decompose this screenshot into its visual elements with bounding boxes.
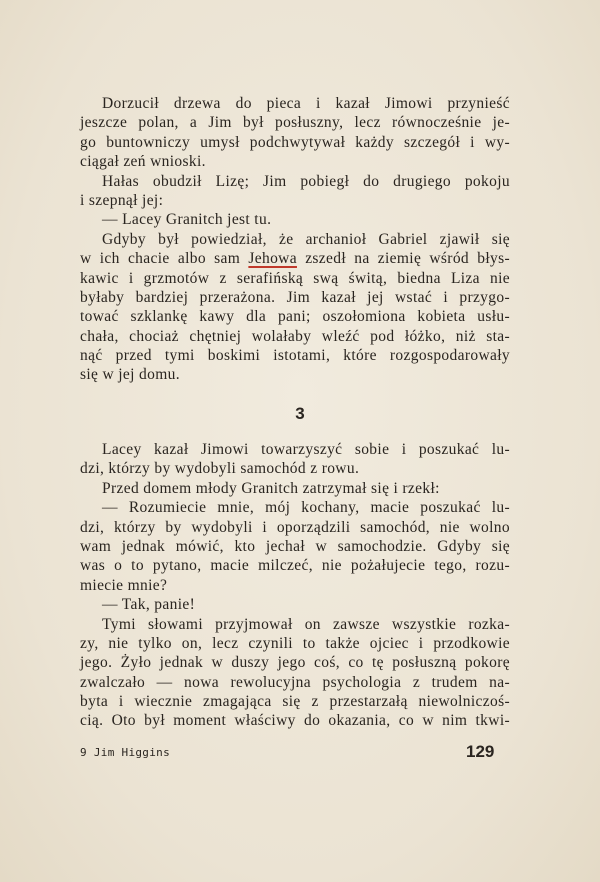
text-fragment: zszedł na ziemię wśród błys- — [305, 250, 510, 268]
text-line: Tymi słowami przyjmował on zawsze wszystkie rozka- — [102, 615, 510, 633]
paragraph-8 — [80, 595, 510, 614]
section-1-text — [80, 94, 510, 385]
text-line: miecie mnie? — [80, 576, 168, 594]
text-line: — Tak, panie! — [102, 596, 196, 614]
text-line: Lacey kazał Jimowi towarzyszyć sobie i poszukać lu- — [102, 441, 510, 458]
text-line: zwalczało — nowa rewolucyjna psychologia z trudem na- — [80, 673, 510, 691]
text-line: jego. Żyło jednak w duszy jego coś, co tę posłuszną pokorę — [80, 654, 510, 672]
text-line: — Rozumiecie mnie, mój kochany, macie poszukać lu- — [102, 499, 510, 517]
text-line: dzi, którzy by wydobyli i oporządzili samochód, nie wolno — [80, 518, 510, 536]
signature-mark: 9 Jim Higgins — [80, 746, 170, 759]
paragraph-2 — [80, 172, 510, 211]
text-line: jeszcze polan, a Jim był posłuszny, lecz równocześnie je- — [80, 114, 510, 132]
text-line: Gdyby był powiedział, że archanioł Gabriel zjawił się — [102, 230, 510, 248]
text-line: nąć przed tymi boskimi istotami, które rozgospodarowały — [80, 347, 510, 365]
page-number: 129 — [466, 742, 495, 761]
text-line: byłaby bardziej przerażona. Jim kazał jej wstać i przygo- — [80, 288, 510, 306]
text-line — [80, 249, 510, 268]
paragraph-1 — [80, 94, 510, 172]
text-line: tować szklankę kawy dla pani; oszołomiona kobieta usłu- — [80, 308, 510, 326]
text-line: was o to pytano, macie milczeć, nie pożałujecie tego, rozu- — [80, 557, 510, 575]
text-line: i szepnął jej: — [80, 191, 164, 209]
paragraph-4 — [80, 230, 510, 385]
text-line: Dorzucił drzewa do pieca i kazał Jimowi przynieść — [102, 95, 510, 112]
section-number: 3 — [295, 404, 305, 423]
text-line: — Lacey Granitch jest tu. — [102, 211, 272, 229]
text-line: byta i wiecznie zmagająca się z przestarzałą niewolniczoś- — [80, 693, 510, 711]
text-line: ciągał zeń wnioski. — [80, 153, 206, 171]
text-line: cią. Oto był moment właściwy do okazania, co w nim tkwi- — [80, 712, 510, 730]
text-line: chała, chociaż chętniej wolałaby wleźć pod łóżko, niż sta- — [80, 327, 510, 345]
text-line: dzi, którzy by wydobyli samochód z rowu. — [80, 460, 360, 478]
paragraph-3 — [80, 210, 510, 229]
paragraph-7 — [80, 498, 510, 595]
text-line: się w jej domu. — [80, 366, 180, 384]
text-line: Przed domem młody Granitch zatrzymał się i rzekł: — [102, 479, 440, 497]
text-line: zy, nie tylko on, lecz czynili to także ojciec i przodkowie — [80, 634, 510, 652]
paragraph-9 — [80, 615, 510, 731]
text-line: kawic i grzmotów z serafińską swą świtą, biedna Liza nie — [80, 269, 510, 287]
text-line: go buntowniczy umysł podchwytywał każdy szczegół i wy- — [80, 133, 510, 151]
text-line: wam jednak mówić, kto jechał w samochodzie. Gdyby się — [80, 537, 510, 555]
paragraph-6 — [80, 479, 510, 498]
underlined-word: Jehowa — [248, 250, 297, 268]
section-2-text — [80, 440, 510, 731]
text-line: Hałas obudził Lizę; Jim pobiegł do drugiego pokoju — [102, 172, 510, 190]
text-fragment: w ich chacie albo sam — [80, 250, 241, 268]
paragraph-5 — [80, 440, 510, 479]
